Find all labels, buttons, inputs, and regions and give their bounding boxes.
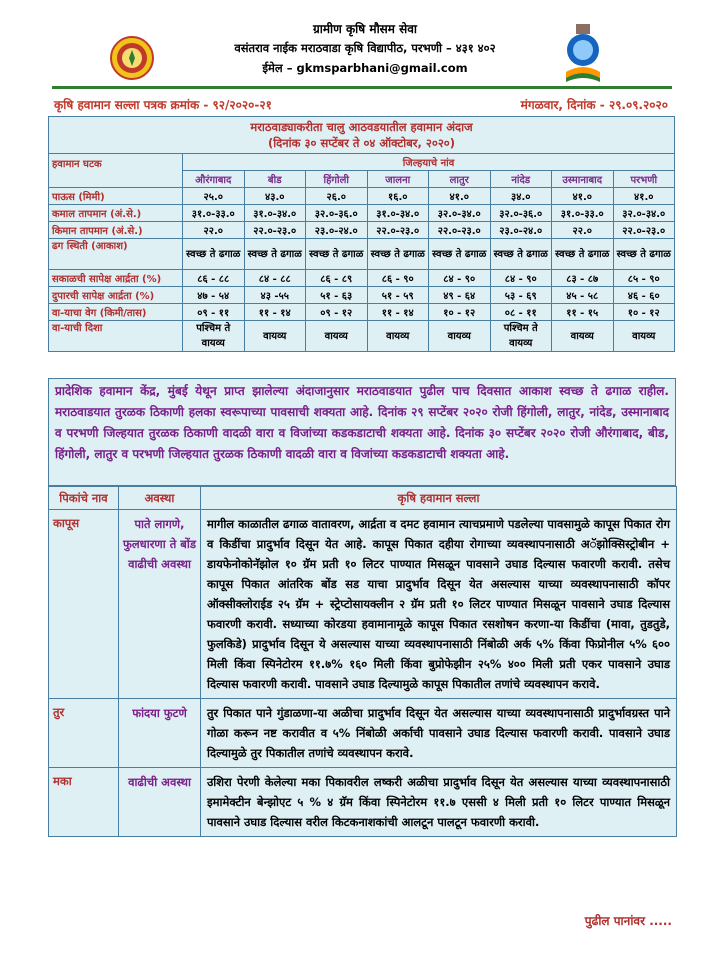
email-line: ईमेल – gkmsparbhani@gmail.com bbox=[262, 61, 468, 75]
forecast-cell: ३४.० bbox=[490, 188, 552, 205]
forecast-cell: २६.० bbox=[306, 188, 368, 205]
header-advice: कृषि हवामान सल्ला bbox=[201, 487, 677, 510]
crop-stage: वाढीची अवस्था bbox=[119, 768, 201, 837]
forecast-cell: ११ - १४ bbox=[367, 304, 429, 321]
forecast-cell: ११ - १५ bbox=[552, 304, 614, 321]
forecast-cell: २३.०-२४.० bbox=[490, 222, 552, 239]
forecast-cell: १० - १२ bbox=[429, 304, 491, 321]
forecast-cell: पश्चिम ते वायव्य bbox=[490, 321, 552, 352]
university-name: वसंतराव नाईक मराठवाडा कृषि विद्यापीठ, परभणी – ४३१ ४०२ bbox=[234, 41, 496, 55]
forecast-cell: ८३ - ८७ bbox=[552, 270, 614, 287]
crop-advice: उशिरा पेरणी केलेल्या मका पिकावरील लष्करी अळीचा प्रादुर्भाव दिसून येत असल्यास याच्या व्यवस्थापनासाठी इमामेक्टीन बेन्झोएट ५ % ४ ग्रॅम किंवा स्पिनेटोरम ११.७ एससी ४ मिली प्रती १० लिटर पाण्यात मिसळून पावसाने उघाड दिल्यास वरील किटकनाशकांची आलटून पालटून फवारणी करावी. bbox=[201, 768, 677, 837]
forecast-row bbox=[49, 321, 675, 352]
forecast-param-label: दुपारची सापेक्ष आर्द्रता (%) bbox=[49, 287, 183, 304]
forecast-cell: २२.०-२३.० bbox=[367, 222, 429, 239]
forecast-cell: ४७ - ५४ bbox=[183, 287, 245, 304]
forecast-cell: वायव्य bbox=[552, 321, 614, 352]
service-name: ग्रामीण कृषि मौसम सेवा bbox=[312, 22, 418, 36]
forecast-cell: ५१ - ६३ bbox=[306, 287, 368, 304]
forecast-cell: १० - १२ bbox=[613, 304, 675, 321]
forecast-cell: ८५ - ९० bbox=[613, 270, 675, 287]
district-header: जालना bbox=[367, 171, 429, 188]
forecast-cell: ४३.० bbox=[244, 188, 306, 205]
forecast-cell: वायव्य bbox=[367, 321, 429, 352]
header-stage: अवस्था bbox=[119, 487, 201, 510]
forecast-cell: वायव्य bbox=[429, 321, 491, 352]
district-header: लातुर bbox=[429, 171, 491, 188]
forecast-cell: ४१.० bbox=[429, 188, 491, 205]
district-header: उस्मानाबाद bbox=[552, 171, 614, 188]
forecast-cell: पश्चिम ते वायव्य bbox=[183, 321, 245, 352]
param-header: हवामान घटक bbox=[49, 154, 183, 188]
forecast-cell: १६.० bbox=[367, 188, 429, 205]
district-header: औरंगाबाद bbox=[183, 171, 245, 188]
forecast-cell: २२.०-२३.० bbox=[244, 222, 306, 239]
advisory-body bbox=[49, 510, 677, 837]
crop-stage: फांदया फुटणे bbox=[119, 699, 201, 768]
crop-name: तुर bbox=[49, 699, 119, 768]
district-header: हिंगोली bbox=[306, 171, 368, 188]
header-crop: पिकांचे नाव bbox=[49, 487, 119, 510]
forecast-cell: ४५ - ५८ bbox=[552, 287, 614, 304]
next-page-note: पुढील पानांवर ..... bbox=[584, 914, 672, 928]
forecast-cell: ०८ - ११ bbox=[490, 304, 552, 321]
forecast-cell: स्वच्छ ते ढगाळ bbox=[429, 239, 491, 270]
forecast-param-label: पाऊस (मिमी) bbox=[49, 188, 183, 205]
forecast-cell: ४९ - ६४ bbox=[429, 287, 491, 304]
forecast-cell: ५३ - ६९ bbox=[490, 287, 552, 304]
forecast-cell: वायव्य bbox=[244, 321, 306, 352]
forecast-body bbox=[49, 188, 675, 352]
forecast-cell: स्वच्छ ते ढगाळ bbox=[613, 239, 675, 270]
forecast-cell: ०९ - १२ bbox=[306, 304, 368, 321]
forecast-cell: ४३ -५५ bbox=[244, 287, 306, 304]
forecast-row bbox=[49, 270, 675, 287]
crop-advice: तुर पिकात पाने गुंडाळणा-या अळीचा प्रादुर्भाव दिसून येत असल्यास याच्या व्यवस्थापनासाठी प्रादुर्भावग्रस्त पाने गोळा करून नष्ट करावीत व ५% निंबोळी अर्काची पावसाने उघाड दिल्यास फवारणी करावी. पावसाने उघाड दिल्यामुळे तुर पिकातील तणांचे व्यवस्थापन करावे. bbox=[201, 699, 677, 768]
forecast-cell: ३१.०-३४.० bbox=[367, 205, 429, 222]
forecast-cell: ३२.०-३४.० bbox=[429, 205, 491, 222]
forecast-row bbox=[49, 205, 675, 222]
forecast-row bbox=[49, 222, 675, 239]
forecast-cell: २२.०-२३.० bbox=[613, 222, 675, 239]
forecast-cell: ८६ - ९० bbox=[367, 270, 429, 287]
advisory-row bbox=[49, 510, 677, 699]
forecast-row bbox=[49, 188, 675, 205]
forecast-cell: ८४ - ९० bbox=[490, 270, 552, 287]
forecast-cell: स्वच्छ ते ढगाळ bbox=[244, 239, 306, 270]
forecast-cell: ०९ - ११ bbox=[183, 304, 245, 321]
regional-forecast: प्रादेशिक हवामान केंद्र, मुंबई येथून प्राप्त झालेल्या अंदाजानुसार मराठवाडयात पुढील पाच दिवसात आकाश स्वच्छ ते ढगाळ राहील. मराठवाडयात तुरळक ठिकाणी हलका स्वरूपाच्या पावसाची शक्यता आहे. दिनांक २९ सप्टेंबर २०२० रोजी हिंगोली, लातुर, नांदेड, उस्मानाबाद व परभणी जिल्हयात तुरळक ठिकाणी वादळी वारा व विजांच्या कडकडाटाची शक्यता आहे. दिनांक ३० सप्टेंबर २०२० रोजी औरंगाबाद, बीड, हिंगोली, लातुर व परभणी जिल्हयात तुरळक ठिकाणी वादळी वारा व विजांच्या कडकडाटाची शक्यता आहे. bbox=[48, 378, 676, 486]
forecast-param-label: ढग स्थिती (आकाश) bbox=[49, 239, 183, 270]
district-header: बीड bbox=[244, 171, 306, 188]
forecast-cell: वायव्य bbox=[613, 321, 675, 352]
forecast-cell: ३२.०-३६.० bbox=[306, 205, 368, 222]
bulletin-date: मंगळवार, दिनांक - २९.०९.२०२० bbox=[520, 98, 668, 112]
bulletin-number: कृषि हवामान सल्ला पत्रक क्रमांक - ९२/२०२०-२१ bbox=[54, 98, 272, 112]
forecast-cell: ११ - १४ bbox=[244, 304, 306, 321]
forecast-cell: ८६ - ८८ bbox=[183, 270, 245, 287]
forecast-cell: ५१ - ५९ bbox=[367, 287, 429, 304]
imd-emblem-icon bbox=[560, 22, 606, 84]
forecast-param-label: सकाळची सापेक्ष आर्द्रता (%) bbox=[49, 270, 183, 287]
forecast-cell: ८४ - ९० bbox=[429, 270, 491, 287]
advisory-table bbox=[48, 486, 677, 837]
forecast-table bbox=[48, 116, 675, 352]
forecast-cell: स्वच्छ ते ढगाळ bbox=[183, 239, 245, 270]
bulletin-bar bbox=[52, 94, 672, 114]
forecast-cell: ३१.०-३३.० bbox=[552, 205, 614, 222]
forecast-cell: ३२.०-३४.० bbox=[613, 205, 675, 222]
forecast-cell: ४१.० bbox=[613, 188, 675, 205]
advisory-row bbox=[49, 699, 677, 768]
forecast-cell: वायव्य bbox=[306, 321, 368, 352]
forecast-cell: स्वच्छ ते ढगाळ bbox=[552, 239, 614, 270]
forecast-cell: २५.० bbox=[183, 188, 245, 205]
university-emblem-icon bbox=[110, 36, 154, 80]
forecast-row bbox=[49, 287, 675, 304]
forecast-param-label: कमाल तापमान (अं.से.) bbox=[49, 205, 183, 222]
crop-advice: मागील काळातील ढगाळ वातावरण, आर्द्रता व दमट हवामान त्याचप्रमाणे पडलेल्या पावसामुळे कापूस पिकात रोग व किडींचा प्रादुर्भाव दिसून येत आहे. कापूस पिकात दहीया रोगाच्या व्यवस्थापनासाठी अॅझोक्सिस्ट्रोबीन + डायफेनोकोनॅझोल १० ग्रॅम प्रती १० लिटर पाण्यात मिसळून पावसाने उघाड दिल्यास फवारणी करावी. तसेच कापूस पिकात आंतरिक बोंड सड याचा प्रादुर्भाव दिसून येत असल्यास याच्या व्यवस्थापनासाठी कॉपर ऑक्सीक्लोराईड २५ ग्रॅम + स्ट्रेप्टोसायक्लीन २ ग्रॅम प्रती १० लिटर पाण्यात मिसळून पावसाने उघाड दिल्यास फवारणी करावी. सध्याच्या कोरडया हवामानामूळे कापूस पिकात रसशोषन करणा-या किडींचा (मावा, तुडतुडे, फुलकिडे) प्रादुर्भाव दिसून ये असल्यास याच्या व्यवस्थापनासाठी निंबोळी अर्क ५% किंवा फिप्रोनील ५% ६०० मिली किंवा स्पिनेटोरम ११.७% १६० मिली किंवा बुप्रोफेझीन २५% ४०० मिली प्रती एकर पावसाने उघाड दिल्यास फवारणी करावी. पावसाने उघाड दिल्यामुळे कापूस पिकातील तणांचे व्यवस्थापन करावे. bbox=[201, 510, 677, 699]
letterhead bbox=[0, 0, 720, 92]
district-group-header: जिल्हयाचे नांव bbox=[183, 154, 675, 171]
forecast-cell: ४६ - ६० bbox=[613, 287, 675, 304]
forecast-title-line1: मराठवाड्याकरीता चालु आठवडयातील हवामान अंदाज bbox=[250, 120, 473, 134]
forecast-param-label: वा-याचा वेग (किमी/तास) bbox=[49, 304, 183, 321]
district-header: परभणी bbox=[613, 171, 675, 188]
forecast-cell: २२.०-२३.० bbox=[429, 222, 491, 239]
district-header: नांदेड bbox=[490, 171, 552, 188]
forecast-param-label: वा-याची दिशा bbox=[49, 321, 183, 352]
forecast-cell: ३२.०-३६.० bbox=[490, 205, 552, 222]
forecast-cell: स्वच्छ ते ढगाळ bbox=[306, 239, 368, 270]
forecast-cell: ४१.० bbox=[552, 188, 614, 205]
forecast-title-line2: (दिनांक ३० सप्टेंबर ते ०४ ऑक्टोबर, २०२०) bbox=[267, 136, 456, 150]
forecast-cell: ३१.०-३४.० bbox=[244, 205, 306, 222]
header-divider bbox=[52, 86, 672, 89]
forecast-cell: ३१.०-३३.० bbox=[183, 205, 245, 222]
forecast-title bbox=[49, 117, 675, 154]
forecast-cell: स्वच्छ ते ढगाळ bbox=[367, 239, 429, 270]
crop-name: मका bbox=[49, 768, 119, 837]
forecast-cell: २२.० bbox=[183, 222, 245, 239]
forecast-cell: २२.० bbox=[552, 222, 614, 239]
crop-name: कापूस bbox=[49, 510, 119, 699]
forecast-cell: ८४ - ८८ bbox=[244, 270, 306, 287]
advisory-row bbox=[49, 768, 677, 837]
forecast-param-label: किमान तापमान (अं.से.) bbox=[49, 222, 183, 239]
forecast-cell: ८६ - ८९ bbox=[306, 270, 368, 287]
crop-stage: पाते लागणे, फुलधारणा ते बोंड वाढीची अवस्था bbox=[119, 510, 201, 699]
forecast-cell: स्वच्छ ते ढगाळ bbox=[490, 239, 552, 270]
forecast-row bbox=[49, 239, 675, 270]
forecast-row bbox=[49, 304, 675, 321]
forecast-cell: २३.०-२४.० bbox=[306, 222, 368, 239]
